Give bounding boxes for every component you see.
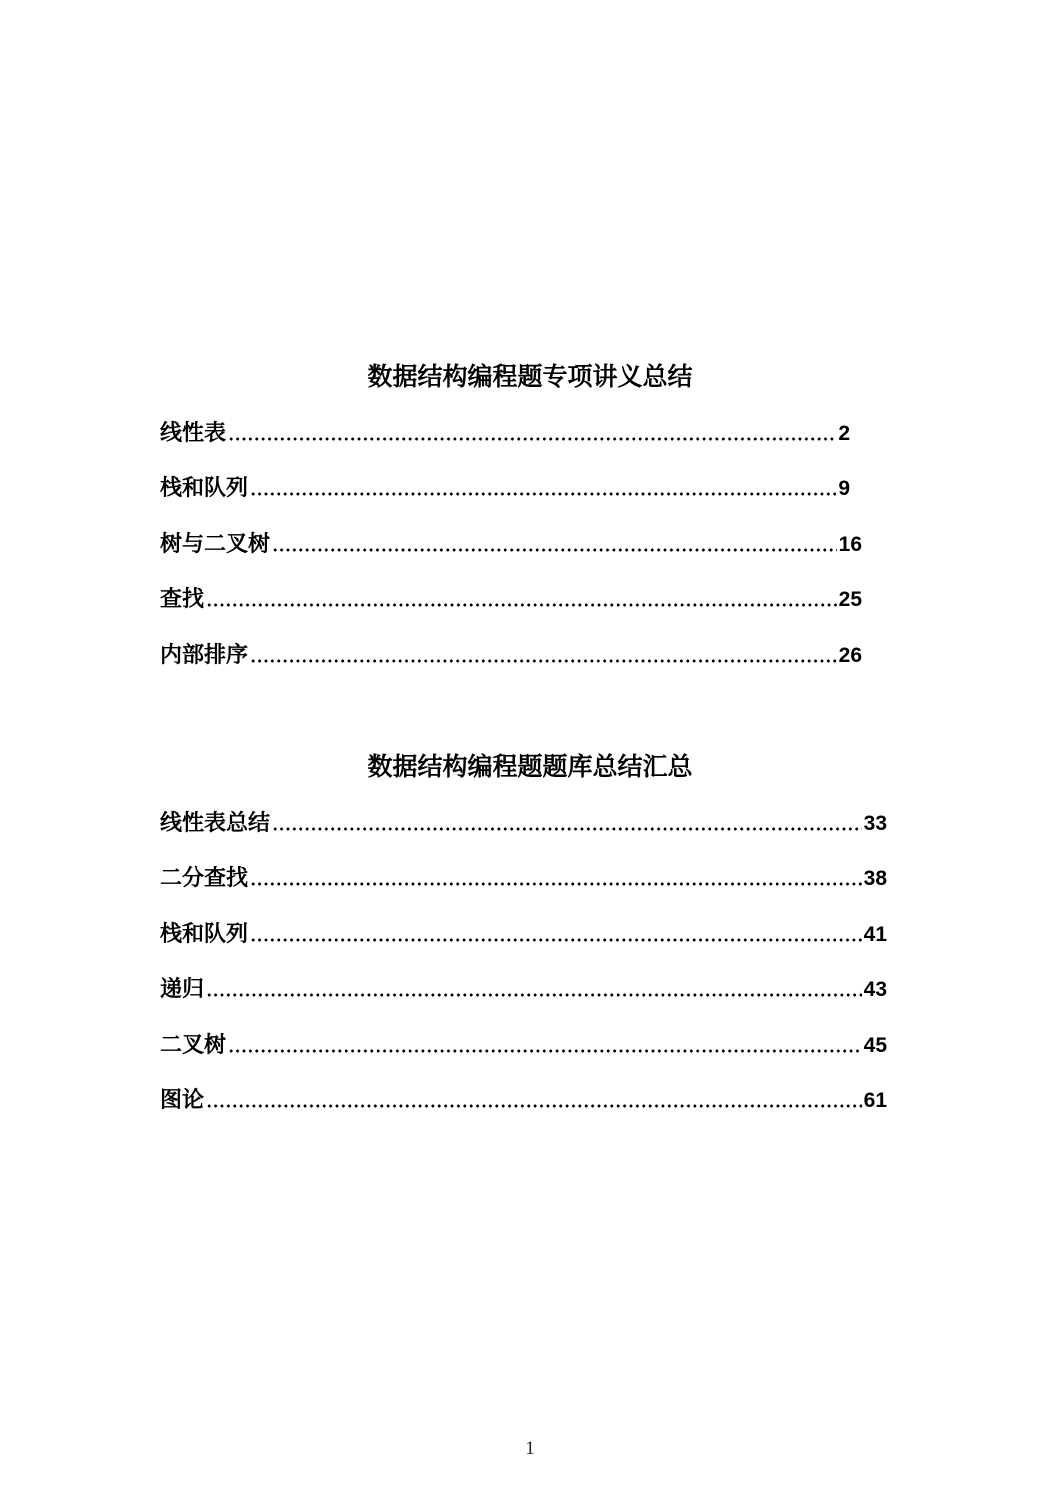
toc-entry-label: 图论 xyxy=(160,1088,205,1113)
toc-entry-page: 45 xyxy=(863,1034,887,1057)
toc-entry[interactable] xyxy=(160,474,850,504)
toc-entry[interactable] xyxy=(160,1086,887,1116)
dot-leader xyxy=(228,1049,862,1053)
toc-entry[interactable] xyxy=(160,1031,887,1061)
toc-entry[interactable] xyxy=(160,809,887,839)
toc-entry-label: 二叉树 xyxy=(160,1033,227,1058)
toc-entry-label: 递归 xyxy=(160,977,205,1002)
toc-entry-label: 线性表总结 xyxy=(160,811,271,836)
toc-entry-page: 43 xyxy=(863,978,887,1001)
toc-entry-page: 26 xyxy=(838,644,862,667)
toc-entry-page: 38 xyxy=(863,867,887,890)
page-number: 1 xyxy=(525,1438,535,1459)
toc-entry-label: 二分查找 xyxy=(160,866,249,891)
dot-leader xyxy=(250,882,862,886)
dot-leader xyxy=(250,659,837,663)
toc-entry[interactable] xyxy=(160,864,887,894)
toc-entry[interactable] xyxy=(160,419,850,449)
toc-entry[interactable] xyxy=(160,530,862,560)
toc-entry-page: 2 xyxy=(838,422,850,445)
toc-section-question-bank xyxy=(160,752,900,1122)
toc-entry-label: 线性表 xyxy=(160,421,227,446)
toc-entry[interactable] xyxy=(160,641,862,671)
toc-entry[interactable] xyxy=(160,585,862,615)
toc-entry[interactable] xyxy=(160,975,887,1005)
toc-entry-label: 树与二叉树 xyxy=(160,532,271,557)
section-title: 数据结构编程题专项讲义总结 xyxy=(367,362,693,391)
toc-entry-page: 41 xyxy=(863,923,887,946)
toc-entry-page: 16 xyxy=(838,533,862,556)
toc-entry-page: 33 xyxy=(863,812,887,835)
toc-entry-page: 25 xyxy=(838,588,862,611)
toc-entry-page: 9 xyxy=(838,477,850,500)
toc-entry-page: 61 xyxy=(863,1089,887,1112)
toc-section-lectures xyxy=(160,362,900,682)
toc-entry-label: 栈和队列 xyxy=(160,922,249,947)
dot-leader xyxy=(206,603,837,607)
dot-leader xyxy=(250,938,862,942)
dot-leader xyxy=(272,548,837,552)
dot-leader xyxy=(250,492,836,496)
section-title: 数据结构编程题题库总结汇总 xyxy=(367,752,693,781)
dot-leader xyxy=(228,437,836,441)
dot-leader xyxy=(272,827,862,831)
dot-leader xyxy=(206,993,862,997)
toc-entry[interactable] xyxy=(160,920,887,950)
toc-entry-label: 内部排序 xyxy=(160,643,249,668)
toc-entry-label: 栈和队列 xyxy=(160,476,249,501)
dot-leader xyxy=(206,1104,862,1108)
toc-entry-label: 查找 xyxy=(160,587,205,612)
